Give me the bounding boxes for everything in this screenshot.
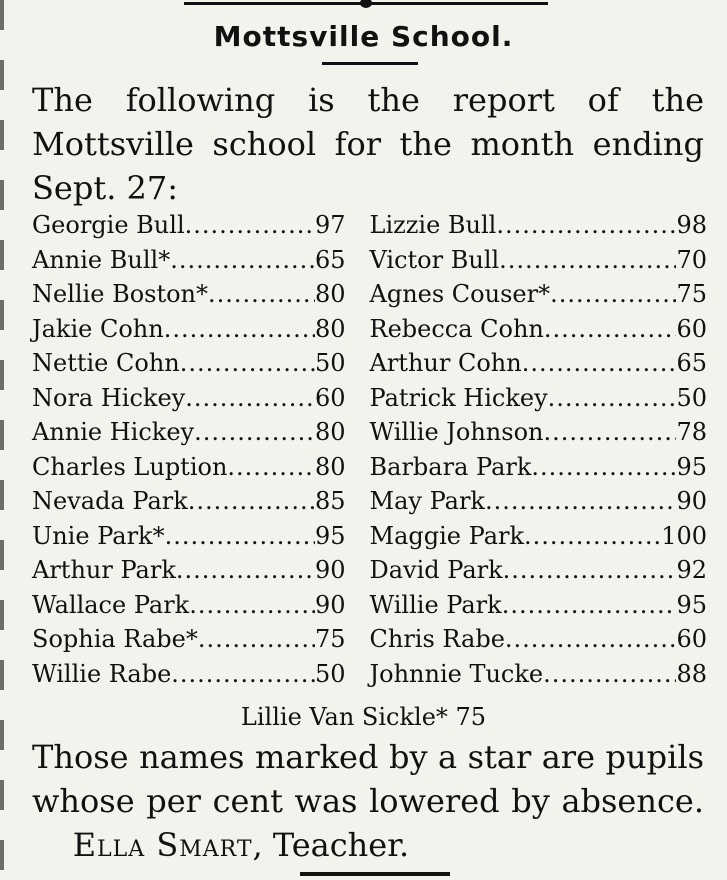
pupil-name: Willie Rabe: [32, 659, 172, 688]
article-headline: Mottsville School.: [213, 20, 514, 53]
roster-entry: [370, 519, 708, 554]
pupil-name: Arthur Park: [32, 556, 176, 584]
pupil-name: Barbara Park: [369, 452, 532, 481]
pupil-score: 90: [676, 487, 707, 515]
roster-entry: [32, 657, 370, 692]
pupil-score: 80: [314, 418, 346, 446]
roster-entry: [32, 415, 370, 450]
dot-leader: [185, 208, 315, 243]
pupil-score: 97: [314, 211, 346, 239]
dot-leader: [165, 519, 315, 554]
dot-leader: [164, 312, 315, 347]
pupil-score: 70: [676, 245, 707, 274]
roster-entry: [32, 346, 370, 381]
pupil-name: Jakie Cohn: [32, 314, 164, 343]
pupil-name: David Park: [369, 556, 503, 584]
dot-leader: [548, 381, 677, 416]
dot-leader: [185, 381, 315, 416]
pupil-name: Georgie Bull: [32, 211, 185, 239]
roster-entry: [32, 588, 370, 623]
ornament-dot: [360, 0, 372, 8]
roster-row: [32, 553, 707, 588]
roster-entry: [32, 312, 370, 347]
dot-leader: [170, 243, 315, 278]
pupil-name: Willie Park: [369, 590, 502, 619]
roster-row: [32, 657, 707, 692]
pupil-score: 80: [314, 452, 346, 481]
pupil-name: Johnnie Tucke: [369, 659, 544, 688]
footer-text: Those names marked by a star are pupils whose per cent was lowered by absence.: [32, 738, 704, 820]
intro-paragraph: The following is the report of the Mottsville school for the month ending Sept. 27:: [32, 81, 704, 207]
dot-leader: [227, 450, 315, 485]
pupil-score: 80: [314, 280, 346, 308]
pupil-name: Victor Bull: [369, 245, 500, 274]
roster-entry: [370, 484, 708, 519]
pupil-name: May Park: [369, 487, 485, 515]
roster-entry: [370, 450, 708, 485]
pupil-name: Chris Rabe: [369, 625, 505, 653]
signature-name: Ella Smart: [72, 826, 253, 864]
pupil-score: 95: [314, 521, 346, 550]
roster-entry: [370, 312, 708, 347]
pupil-score: 60: [676, 314, 707, 343]
roster-row: [32, 484, 707, 519]
roster-entry: [370, 208, 708, 243]
roster-row: [32, 622, 707, 657]
pupil-name: Annie Bull*: [32, 245, 171, 274]
roster-row: [32, 588, 707, 623]
pupil-score: 75: [314, 625, 346, 653]
dot-leader: [544, 415, 677, 450]
roster-entry: [32, 450, 370, 485]
pupil-name: Sophia Rabe*: [32, 625, 198, 653]
pupil-name: Arthur Cohn: [369, 349, 522, 377]
pupil-name: Nellie Boston*: [32, 280, 209, 308]
pupil-name: Rebecca Cohn: [369, 314, 544, 343]
roster-row: [32, 519, 707, 554]
roster-entry: [370, 243, 708, 278]
pupil-name: Lizzie Bull: [369, 211, 497, 239]
dot-leader: [176, 553, 315, 588]
pupil-score: 65: [676, 349, 707, 377]
dot-leader: [531, 450, 676, 485]
top-ornament-rule: [184, 2, 548, 5]
dot-leader: [189, 588, 315, 623]
dot-leader: [485, 484, 676, 519]
pupil-name: Nora Hickey: [32, 383, 186, 412]
pupil-score: 85: [314, 487, 346, 515]
pupil-score: 90: [314, 556, 346, 584]
roster-entry: [370, 381, 708, 416]
roster-entry: [370, 588, 708, 623]
roster-row: [32, 450, 707, 485]
pupil-name: Nevada Park: [32, 487, 188, 515]
roster-row: [32, 381, 707, 416]
pupil-score: 98: [676, 211, 707, 239]
dot-leader: [522, 346, 677, 381]
roster-row: [32, 346, 707, 381]
roster-entry: [370, 415, 708, 450]
headline-rule: [322, 62, 418, 65]
roster-row: [32, 243, 707, 278]
pupil-name: Agnes Couser*: [369, 280, 551, 308]
pupil-score: 65: [314, 245, 346, 274]
dot-leader: [208, 277, 315, 312]
attendance-roster: [32, 208, 707, 691]
pupil-score: 95: [676, 590, 707, 619]
pupil-score: 88: [676, 659, 707, 688]
dot-leader: [550, 277, 676, 312]
pupil-score: 78: [676, 418, 707, 446]
dot-leader: [499, 243, 676, 278]
roster-entry: [32, 484, 370, 519]
roster-entry: [370, 346, 708, 381]
roster-row: [32, 277, 707, 312]
pupil-score: 50: [676, 383, 707, 412]
pupil-score: 95: [676, 452, 707, 481]
pupil-score: 100: [661, 521, 707, 550]
roster-entry: [32, 553, 370, 588]
roster-entry: [370, 277, 708, 312]
pupil-score: 50: [314, 349, 346, 377]
pupil-name: Wallace Park: [32, 590, 190, 619]
dot-leader: [198, 622, 315, 657]
dot-leader: [544, 312, 677, 347]
roster-entry: [32, 519, 370, 554]
bottom-rule: [300, 872, 450, 876]
roster-entry: [32, 622, 370, 657]
roster-entry: [32, 243, 370, 278]
roster-entry: [370, 622, 708, 657]
pupil-score: 60: [314, 383, 346, 412]
dot-leader: [502, 588, 677, 623]
pupil-name: Annie Hickey: [32, 418, 195, 446]
dot-leader: [188, 484, 315, 519]
column-border: [0, 0, 4, 880]
dot-leader: [505, 622, 677, 657]
roster-row: [32, 208, 707, 243]
pupil-name: Willie Johnson: [369, 418, 544, 446]
signature-role: , Teacher.: [252, 826, 410, 864]
dot-leader: [171, 657, 315, 692]
pupil-score: 92: [676, 556, 707, 584]
pupil-score: 50: [314, 659, 346, 688]
pupil-score: 80: [314, 314, 346, 343]
pupil-score: 90: [314, 590, 346, 619]
pupil-name: Nettie Cohn: [32, 349, 180, 377]
footer-paragraph: [32, 735, 704, 867]
last-roster-entry: Lillie Van Sickle* 75: [240, 703, 487, 731]
roster-entry: [32, 208, 370, 243]
pupil-name: Charles Luption: [32, 452, 228, 481]
pupil-name: Maggie Park: [369, 521, 525, 550]
dot-leader: [194, 415, 315, 450]
roster-entry: [32, 381, 370, 416]
dot-leader: [496, 208, 676, 243]
dot-leader: [543, 657, 676, 692]
pupil-name: Unie Park*: [32, 521, 165, 550]
pupil-score: 60: [676, 625, 707, 653]
roster-entry: [370, 657, 708, 692]
roster-row: [32, 415, 707, 450]
pupil-score: 75: [676, 280, 707, 308]
dot-leader: [503, 553, 677, 588]
dot-leader: [180, 346, 315, 381]
roster-entry: [370, 553, 708, 588]
dot-leader: [524, 519, 661, 554]
roster-entry: [32, 277, 370, 312]
pupil-name: Patrick Hickey: [369, 383, 548, 412]
signature: [32, 826, 409, 864]
roster-row: [32, 312, 707, 347]
